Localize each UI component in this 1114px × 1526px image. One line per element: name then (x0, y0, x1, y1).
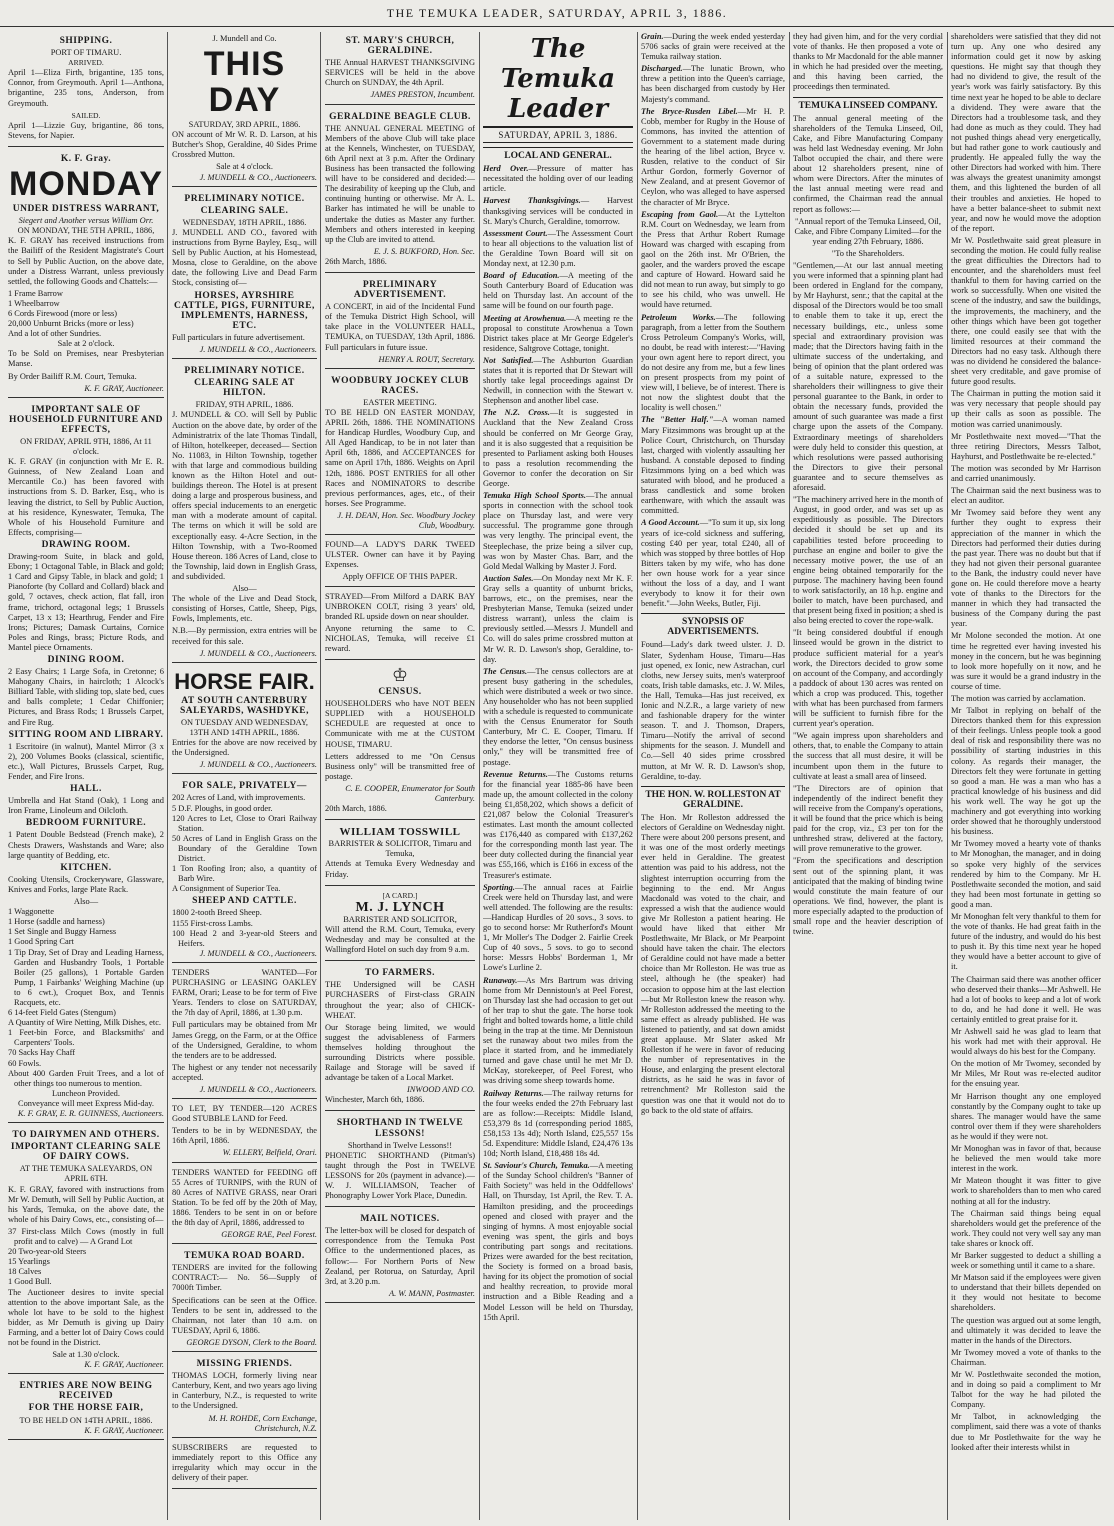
dairy-yards: AT THE TEMUKA SALEYARDS, ON APRIL 6TH. (19, 1164, 153, 1184)
news-item: Harvest Thanksgivings.— Harvest thanksgiving services will be conducted in St. Mary's Church, Geraldine, tomorrow. (483, 196, 633, 226)
farmers-date: Winchester, March 6th, 1886. (325, 1095, 425, 1105)
shorthand-heading: SHORTHAND IN TWELVE LESSONS! (336, 1118, 464, 1139)
port-heading: PORT OF TIMARU. (50, 48, 122, 58)
list-item: 1 Horse (saddle and harness) (8, 917, 105, 927)
news-item: The Bryce-Rusden Libel.—Mr H. P. Cobb, member for Rugby in the House of Commons, has invited the attention of Government to a statement made during the hearing of the libel action, Bryce v. Rusden, relative to the conduct of Sir Arthur Gordon, formerly Governor of New Zealand, and at present Governor of Ceylon, who was alleged to have aspersed the character of Mr Bryce. (641, 106, 785, 207)
news-item: Assessment Court.—The Assessment Court to hear all objections to the valuation list of the Geraldine Town Board will sit on Monday next, at 12.30 p.m. (483, 228, 633, 269)
linseed-body: The annual general meeting of the shareholders of the Temuka Linseed, Oil, Cake, and Fibre Manufacturing Company was held last Wednesday evening. Mr John Talbot occupied the chair, and there were about 12 shareholders present, nine of whom were Directors. After the minutes of the last annual meeting were read and confirmed, the Chairman read the annual report as follows:— (793, 113, 943, 214)
column-6 (793, 32, 943, 1520)
shipping-notice (8, 32, 164, 147)
linseed-heading: TEMUKA LINSEED COMPANY. (793, 97, 943, 111)
report-title: "Annual report of the Temuka Linseed, Oil, Cake, and Fibre Company Limited—for the year ending 27th February, 1886. (794, 216, 942, 246)
jockey-club-ad (325, 372, 475, 535)
lynch-body: Will attend the R.M. Court, Temuka, every Wednesday and may be consulted at the Wallingford Hotel on such day from 9 a.m. (325, 924, 475, 955)
oakley-signature: J. MUNDELL & CO., Auctioneers. (199, 1084, 317, 1094)
hilton-heading: PRELIMINARY NOTICE. (184, 366, 305, 377)
hilton-nb: N.B.—By permission, extra entries will be received for this sale. (172, 626, 317, 646)
list-item: 100 Head 2 and 3-year-old Steers and Heifers. (172, 928, 317, 948)
meeting-paragraph: Mr Harrison thought any one employed constantly by the Company ought to take up shares. The manager would have the same control over them if they were shareholders as he would if they were not. (951, 1091, 1101, 1141)
road-body: TENDERS are invited for the following CONTRACT:— No. 56—Supply of 7000ft Timber. (172, 1263, 317, 1293)
rolleston-conclusion: they had given him, and for the very cordial vote of thanks. He then proposed a vote of thanks to Mr Macdonald for the able manner in which he had presided over the meeting, and this having been carried, the proceedings then terminated. (793, 32, 943, 92)
column-5 (641, 32, 785, 1520)
dairy-items (8, 1227, 164, 1288)
kitchen-text: Cooking Utensils, Crockeryware, Glassware, Knives and Forks, large Plate Rack. (8, 874, 164, 894)
harvest-ad (325, 32, 475, 105)
list-item: 120 Acres to Let, Close to Orari Railway Station. (172, 813, 317, 833)
news-item: A Good Account.—"To sum it up, six long years of ice-cold sickness and suffering, costing £40 per year, total £240, all of which was stopped by three bottles of Hop Bitters taken by my wife, who has done her own house work for a year since without the loss of a day, and I want everybody to know it for their own benefit."—John Weeks, Butler, Fiji. (641, 518, 785, 609)
column-rule (479, 32, 480, 1520)
news-item: Auction Sales.—On Monday next Mr K. F. Gray sells a quantity of unburnt bricks, barrows, etc., on the premises, near the Presbyterian Manse, Temuka (seized under distress warrant), unless the claim is previously settled.—Messrs J. Mundell and Co. will do sales prime crossbred mutton at Mr W. R. D. Lawson's shop, Geraldine, to-day. (483, 573, 633, 664)
news-item: St. Saviour's Church, Temuka.—A meeting of the Sunday School children's "Banner of Faith Society" was held in the Oddfellows' Hall, on Thursday, 1st April, the Rev. T. A. Hamilton presiding, and the proceedings opened and closed with prayer and the singing of hymns. A most enjoyable social evening was spent, the girls and boys contributing part songs and recitations. Prizes were awarded for the best recitation, the Society is formed on a broad basis, having for its object the promotion of social and healthy recreation, to provide moral instruction and a Bible Reading and a Model Lesson will be held on Thursday, 15th April. (483, 1161, 633, 1322)
list-item: A Consignment of Superior Tea. (172, 884, 281, 894)
distress-sale-ad (8, 150, 164, 398)
news-item: Temuka High School Sports.—The annual sports in connection with the school took place on Thursday last, and were very successful. The programme gone through was very lengthy. The principal event, the Steeplechase, the prize being a silver cup, was won by Master Chas. Barr, and the Gold Medal Walking by Master J. Ford. (483, 491, 633, 571)
stubble-let-ad (172, 1102, 317, 1162)
list-item: 1 Frame Barrow (8, 288, 63, 298)
sitting-room-heading: SITTING ROOM AND LIBRARY. (8, 729, 164, 740)
mail-heading: MAIL NOTICES. (360, 1214, 440, 1225)
lynch-subheading: BARRISTER AND SOLICITOR, (343, 914, 457, 924)
list-item: 6 Cords Firewood (more or less) (8, 308, 118, 318)
jockey-signature: J. H. DEAN, Hon. Sec. Woodbury Jockey Club, Woodbury. (337, 510, 475, 531)
jockey-heading: WOODBURY JOCKEY CLUB RACES. (331, 375, 469, 396)
list-item: 15 Yearlings (8, 1257, 50, 1267)
found-body: FOUND—A LADY'S DARK TWEED ULSTER. Owner can have it by Paying Expenses. (325, 540, 475, 570)
local-general-heading: LOCAL AND GENERAL. (483, 147, 633, 161)
list-item: 1 Feet-bin Force, and Blacksmiths' and Carpenters' Tools. (8, 1028, 164, 1048)
household-date: ON FRIDAY, APRIL 9TH, 1886, At 11 o'clock. (20, 437, 152, 457)
entries-ad (8, 1377, 164, 1439)
list-item: 1 Tip Dray, Set of Dray and Leading Harness, Garden and Husbandry Tools, 1 Portable Boiler (25 gallons), 1 Portable Garden Pump, 1 Fairbanks' Weighing Machine (up to 6 cwt.), Croquet Box, and Tennis Racquets, etc. (8, 947, 164, 1007)
list-item: 1 Wheelbarrow (8, 298, 60, 308)
synopsis-body: Found—Lady's dark tweed ulster. J. D. Slater, Sydenham House, Timaru—Has just opened, ex Ionic, new Astrachan, curl cloths, new Jersey suits, men's waterproof coats, Irish table damasks, etc. J. W. Miles, the Hall, Temuka—Has just received, ex Ionic and N.Z.R., a large variety of new and fashionable drapery for the winter season. T. and J. Thomson, Drapers, Timaru—Notify the arrival of second shipments for the season. J. Mundell and Co.—Sell 40 sides prime crossbred mutton, at Mr W. R. D. Lawson's shop, Geraldine, to-day. (641, 640, 785, 781)
meeting-paragraph: The motion was carried by acclamation. (951, 694, 1086, 703)
meeting-paragraph: Mr Monoghan was in favor of that, because he believed the men would take more interest in the work. (951, 1144, 1101, 1174)
issue-dateline: SATURDAY, APRIL 3, 1886. (483, 126, 633, 143)
beagle-body: THE ANNUAL GENERAL MEETING of Members of the above Club will take place at the Kennels, Winchester, on TUESDAY, 6th April next at 3 p.m. After the Ordinary Business has been transacted the following will have to be considered and decided:—The desirability of keeping up the Club, and continuing hunting or otherwise. Mr A. L. Barker has intimated he will be unable to undertake the duties as Master any further. Members and others interested in keeping up the Club are invited to attend. (325, 123, 475, 244)
subscribers-notice (172, 1441, 317, 1489)
household-body: K. F. GRAY (in conjunction with Mr E. R. Guinness, of New Zealand Loan and Mercantile Co.) has been favored with instructions from S. D. Barker, Esq., who is leaving the district, to Sell by Public Auction, at his residence, Kyneswater, Temuka, The Whole of his Household Furniture and Effects, comprising— (8, 457, 164, 537)
column-7 (951, 32, 1101, 1520)
beagle-date: 26th March, 1886. (325, 256, 387, 266)
sailed-text: April 1—Lizzie Guy, brigantine, 86 tons, Stevens, for Napier. (8, 120, 164, 140)
dining-room-text: 2 Easy Chairs; 1 Large Sofa, in Cretonne; 6 Mahogany Chairs, in haircloth; 1 Alcock's Billiard Table, with sliding top, slate bed, cues and balls complete; 1 Cedar Chiffonier; Pictures, and Brass Rods; 1 Brussels Carpet, and Fire Rug. (8, 667, 164, 727)
this-day-body: ON account of Mr W. R. D. Larson, at his Butcher's Shop, Geraldine, 40 Sides Prime Crossbred Mutton. (172, 130, 317, 160)
list-item: About 400 Garden Fruit Trees, and a lot of other things too numerous to mention. (8, 1068, 164, 1088)
kitchen-heading: KITCHEN. (60, 862, 112, 873)
missing-friends-ad (172, 1355, 317, 1438)
census-signature: C. E. COOPER, Enumerator for South Canterbury. (345, 783, 475, 803)
this-day-heading: THIS DAY (203, 45, 286, 120)
report-paragraph: "We again impress upon shareholders and others, that, to enable the Company to attain the success that all must desire, it will be incumbent upon them in the future to cultivate at least a small area of linseed. (793, 731, 943, 781)
jockey-subheading: EASTER MEETING. (363, 397, 437, 407)
clearing-sale-ad (172, 190, 317, 359)
found-ad (325, 538, 475, 586)
meeting-paragraph: Mr W. Postlethwaite seconded the motion, and in doing so paid a compliment to Mr Talbot for the way he had piloted the Company. (951, 1370, 1101, 1410)
newspaper-title: The Temuka Leader (500, 34, 616, 124)
hilton-body: J. MUNDELL & CO. will Sell by Public Auction on the above date, by order of the Administratrix of the late Thomas Tindall, of Hilton, hotelkeeper, deceased— Section No. 11083, in Hilton Township, together with that large and commodious building known as the Hilton Hotel and out-buildings thereon. The Hotel is at present doing a large and prosperous business, and offers special inducements to an energetic man with a moderate amount of capital. The terms on which it will be sold are exceptionally easy. 4-Acre Section, in the Hilton Township, with a Two-Roomed House thereon. 186 Acres of Land, close to the Township, laid down in English Grass, and subdivided. (172, 410, 317, 581)
report-paragraph: "The Directors are of opinion that independently of the indirect benefit they will receive from the Company's operations, it will be found that the price which is being paid for the crop, viz., £3 per ton for the unthreshed straw, delivered at the factory, will prove remunerative to the grower. (793, 783, 943, 854)
oakley-note: Full particulars may be obtained from Mr James Gregg, on the Farm, or at the Office of the Undersigned, Geraldine, to whom the tenders are to be addressed. (172, 1020, 317, 1060)
news-item: Grain.—During the week ended yesterday 5706 sacks of grain were received at the Temuka railway station. (641, 32, 785, 62)
meeting-paragraph: Mr Postlethwaite next moved—"That the three retiring Directors, Messrs Talbot, Hayhurst, and Postlethwaite be re-elected." (951, 431, 1101, 461)
clearing-signature: J. MUNDELL & CO., Auctioneers. (199, 344, 317, 354)
distress-subheading: UNDER DISTRESS WARRANT, (12, 204, 160, 215)
column-rule (789, 32, 790, 1520)
jockey-body: TO BE HELD ON EASTER MONDAY, APRIL 26th, 1886. THE NOMINATIONS for Handicap Hurdles, Woodbury Cup, and All Aged Handicap, to be in not later than April 6th, 1886, and ACCEPTANCES for same on April 17th, 1886. Weights on April 12th, 1886. POST ENTRIES for all other Races and NOMINATORS to describe previous performances, ages, etc., of their horses. See Programme. (325, 408, 475, 508)
turnips-ad (172, 1166, 317, 1245)
hilton-sale-ad (172, 362, 317, 663)
list-item: 18 Calves (8, 1267, 42, 1277)
harvest-heading: ST. MARY'S CHURCH, GERALDINE. (345, 36, 455, 57)
farmers-body: THE Undersigned will be CASH PURCHASERS of First-class GRAIN throughout the year; also of CHICK-WHEAT. (325, 980, 475, 1020)
harvest-signature: JAMES PRESTON, Incumbent. (370, 90, 475, 100)
distress-parties: Siegert and Another versus William Orr. (18, 216, 154, 226)
this-day-sale: Sale at 4 o'clock. (216, 162, 273, 172)
sailed-heading: SAILED. (71, 110, 101, 120)
meeting-paragraph: Mr Molone seconded the motion. At one time he regretted ever having invested his money in the concern, but he was beginning to look more hopefully on it now, and he was sure it would be a grand industry in the course of time. (951, 631, 1101, 691)
this-day-date: SATURDAY, 3RD APRIL, 1886. (188, 120, 301, 130)
list-item: 1 Ton Roofing Iron; also, a quantity of Barb Wire. (172, 864, 317, 884)
report-paragraph: "Gentlemen,—At our last annual meeting you were informed that a spinning plant had been ordered in England for the company, by Mr Hayhurst, senr.; that the capital at the disposal of the Directors would be too small to enable them to take it up, erect the necessary buildings, etc., unless some special and extraordinary provision was made; that the Directors having faith in the ultimate success of the undertaking, and being of opinion that the plant ordered was of a suitable nature, expressed to the shareholders their willingness to give their personal guarantee to the Bank, in order to obtain the necessary funds, provided the amount of such guarantee was made a first charge upon the assets of the Company. Extraordinary meetings of shareholders were duly held to consider this question, at which resolutions were passed authorising the Directors to give their personal guarantee and to secure themselves as aforesaid. (793, 260, 943, 493)
strayed-body: STRAYED—From Milford a DARK BAY UNBROKEN COLT, rising 3 years' old, branded RL upside down on near shoulder. (325, 591, 475, 621)
news-item: Revenue Returns.—The Customs returns for the financial year 1885-86 have been made up, the amount collected in the colony being £1,858,202, which shows a deficit of £21,087 below the Colonial Treasurer's estimates. Last month the amount collected was £176,440 as compared with £137,262 for the corresponding month last year. The beer duty collected during the financial year was £55,166, which is £166 in excess of the Treasurer's estimate. (483, 769, 633, 880)
horse-fair-heading: HORSE FAIR. (174, 668, 315, 694)
distress-signature: K. F. GRAY, Auctioneer. (84, 383, 164, 393)
meeting-paragraph: The question was argued out at some length, and ultimately it was decided to leave the matter in the hands of the Directors. (951, 1315, 1101, 1345)
distress-sold: To be Sold on Premises, near Presbyterian Manse. (8, 349, 164, 369)
news-item: Not Satisfied.—The Ashburton Guardian states that it is reported that Dr Stewart will shortly take legal proceedings against Dr Nedwill, in connection with the Stewart v. Stephenson and another libel case. (483, 355, 633, 406)
private-sale-ad (172, 777, 317, 963)
report-salutation: "To the Shareholders. (831, 248, 905, 258)
meeting-paragraph: Mr Ashwell said he was glad to learn that his work had met with their approval. He would always do his best for the Company. (951, 1027, 1101, 1057)
clearing-body: J. MUNDELL AND CO., favored with instructions from Byrne Bayley, Esq., will Sell by Public Auction, at his Homestead, Mosna, close to Geraldine, on the above date, the following Live and Dead Farm Stock, consisting of— (172, 227, 317, 288)
household-sale-ad (8, 401, 164, 1123)
census-date: 20th March, 1886. (325, 804, 387, 814)
clearing-items: HORSES, AYRSHIRE CATTLE, PIGS, FURNITURE, IMPLEMENTS, HARNESS, ETC. (174, 290, 315, 331)
oakley-body: TENDERS WANTED—For PURCHASING or LEASING OAKLEY FARM, Orari; Lease to be for term of Five Years. Tenders to close on SATURDAY, the 7th day of April, 1886, at 1.30 p.m. (172, 967, 317, 1018)
tosswill-card (325, 823, 475, 885)
list-item: 1 Set Single and Buggy Harness (8, 927, 117, 937)
sheep-items (172, 908, 317, 948)
horse-fair-body: Entries for the above are now received by the Undersigned. (172, 738, 317, 758)
mundell-header: J. Mundell and Co. (212, 34, 277, 43)
synopsis-heading: SYNOPSIS OF ADVERTISEMENTS. (641, 613, 785, 637)
dairy-sale-time: Sale at 1.30 o'clock. (52, 1350, 120, 1360)
drawing-room-text: Drawing-room Suite, in black and gold, Ebony; 1 Octagonal Table, in Black and gold; 1 Card and Gipsy Table, in black and gold; 1 Pianoforte (by Collard and Collard) black and gold, 7 octaves, check action, flat fall, iron frame, trichord, octagonal legs; 1 Brussels Carpet, 13 x 13; Hearthrug, Fender and Fire Irons; Pictures; Damask Curtains, Cornice Poles and Rings, brass; Picture Rods, and Mantel piece Ornaments. (8, 552, 164, 652)
list-item: 20 Two-year-old Steers (8, 1247, 87, 1257)
entries-signature: K. F. GRAY, Auctioneer. (84, 1425, 164, 1435)
concert-ad (325, 276, 475, 369)
news-item: Board of Education.—A meeting of the South Canterbury Board of Education was held on Thursday last. An account of the same will be found on our fourth page. (483, 271, 633, 311)
auctioneer-name: K. F. Gray. (60, 153, 112, 164)
missing-signature: M. H. ROHDE, Corn Exchange, Christchurch, N.Z. (208, 1413, 317, 1433)
news-item: The Census.—The census collectors are at present busy gathering in the schedules, which were distributed a week or two since. Any householder who has not been supplied with a schedule is requested to communicate with the Census Enumerator for South Canterbury, Mr C. E. Cooper, Timaru. If they endorse the letter, "On census business only," they will be transmitted free of postage. (483, 666, 633, 767)
horse-fair-subheading: AT SOUTH CANTERBURY SALEYARDS, WASHDYKE, (179, 695, 310, 716)
stubble-body: TO LET, BY TENDER—120 ACRES Good STUBBLE LAND for Feed. (172, 1104, 317, 1124)
stubble-signature: W. ELLERY, Belfield, Orari. (222, 1148, 317, 1158)
news-item: Escaping from Gaol.—At the Lyttelton R.M. Court on Wednesday, we learn from the Press that Arthur Robert Rumage Howard was charged with escaping from gaol on the 26th inst. Mr O'Brien, the gaoler, and the warders proved the escape and capture of Howard. Howard said he did not mean to run away, but simply to go to see his child, who was unwell. He would have returned. (641, 209, 785, 310)
dining-room-heading: DINING ROOM. (47, 654, 125, 665)
list-item: 70 Sacks Hay Chaff (8, 1048, 76, 1058)
list-item: 1 Waggonette (8, 907, 54, 917)
column-1 (8, 32, 164, 1520)
meeting-paragraph: Mr Talbot in replying on behalf of the Directors thanked them for this expression of their feelings. Unless people took a good deal of risk and responsibility there was no possibility of starting industries in this colony. As regards their manager, the Directors felt they were fortunate in getting so good a man. He was a man who has a practical knowledge of his business and did his work well. The way he got up the machinery and got everything into working order showed that he thoroughly understood his business. (951, 706, 1101, 837)
list-item: 5 D.F. Ploughs, in good order. (172, 803, 273, 813)
entries-subheading: FOR THE HORSE FAIR, (28, 1403, 144, 1414)
meeting-paragraph: Mr Monoghan felt very thankful to them for the vote of thanks. He had great faith in the future of the industry, and would do his best to push it. By this time next year he hoped they would have a better account to give of it. (951, 911, 1101, 972)
beagle-signature: E. J. S. BUKFORD, Hon. Sec. (373, 246, 475, 256)
list-item: A Quantity of Wire Netting, Milk Dishes, etc. (8, 1018, 162, 1028)
meeting-paragraph: Mr Matson said if the employees were given to understand that their billets depended on it they would not hesitate to become shareholders. (951, 1273, 1101, 1313)
farmers-ad (325, 964, 475, 1111)
private-items (172, 793, 317, 894)
distress-body: K. F. GRAY has received instructions from the Bailiff of the Resident Magistrate's Court to Sell by Public Auction, on the above date, under a Distress Warrant, unless previously settled, the following Goods and Chattels:— (8, 236, 164, 286)
shorthand-body: PHONETIC SHORTHAND (Pitman's) taught through the Post in TWELVE LESSONS for 20s (payment in advance).—W. J. WILLIAMSON, Teacher of Phonography Lower York Place, Dunedin. (325, 1150, 475, 1201)
missing-body: THOMAS LOCH, formerly living near Canterbury, Kent, and two years ago living in Canterbury, N.Z., is requested to write to the Undersigned. (172, 1371, 317, 1411)
list-item: 50 Acres of Land in English Grass on the Boundary of the Geraldine Town District. (172, 833, 317, 863)
list-item: 60 Fowls. (8, 1058, 42, 1068)
conveyance-note: Conveyance will meet Express Mid-day. (18, 1098, 154, 1108)
clearing-note: Full particulars in future advertisement. (172, 332, 305, 342)
distress-sale-time: Sale at 2 o'clock. (57, 339, 115, 349)
royal-arms-icon: ♔ (391, 665, 409, 686)
concert-heading: PRELIMINARY ADVERTISEMENT. (353, 279, 447, 301)
beagle-club-ad (325, 108, 475, 273)
farmers-note: Our Storage being limited, we would suggest the advisableness of Farmers themselves holding throughout the surrounding Districts where possible. Railage and Storage will be saved if advantage be taken of a Local Market. (325, 1022, 475, 1083)
meeting-paragraph: Mr W. Postlethwaite said great pleasure in seconding the motion. He could fully realise the great difficulties the Directors had to encounter, and the shareholders must feel thankful to them for having carried on the work so successfully. When one visited the scene of the industry, and saw the buildings, the improvements, the machinery, and the other things which have been got together there, one could easily see that with the limited resources at their command the Directors had no easy task. Although there was no dividend he considered the balance-sheet very creditable, and gave promise of future good results. (951, 235, 1101, 387)
arrived-text: April 1—Eliza Firth, brigantine, 135 tons, Connor, from Greymouth. April 1—Anthona, brigantine, 235 tons, Anderson, from Greymouth. (8, 68, 164, 108)
census-body: HOUSEHOLDERS who have NOT BEEN SUPPLIED with a HOUSEHOLD SCHEDULE are requested at once to Communicate with me at the CUSTOM HOUSE, TIMARU. (325, 699, 475, 749)
list-item: 202 Acres of Land, with improvements. (172, 793, 306, 803)
dairy-subheading: IMPORTANT CLEARING SALE OF DAIRY COWS. (10, 1142, 162, 1163)
list-item: 1 Good Bull. (8, 1277, 52, 1287)
news-item: Petroleum Works.—The following paragraph, from a letter from the Southern Cross Petroleum Company's Works, will, no doubt, be read with interest:—"Having your own agent here to report direct, you do not desire any from me, but a few lines on present prospects from my point of view will, I believe, be of interest. There is not now the slightest doubt that the locality is well chosen." (641, 312, 785, 413)
sheep-heading: SHEEP AND CATTLE. (192, 896, 297, 907)
list-item: 37 First-class Milch Cows (mostly in full profit and to calve) — A Grand Lot (8, 1226, 164, 1247)
this-day-ad (172, 32, 317, 187)
meeting-paragraph: Mr Twomey moved a hearty vote of thanks to Mr Monoghan, the manager, and in doing so spoke very highly of the services rendered by him to the Company. Mr H. Postlethwaite seconded the motion, and said they had been most fortunate in getting so good a man. (951, 839, 1101, 909)
dairy-sale-ad (8, 1126, 164, 1374)
news-item: Railway Returns.—The railway returns for the four weeks ended the 27th February last are as follow:—Receipts: Middle Island, £53,379 8s 1d (corresponding period 1885, £58,153 13s 4d); North Island, £25,557 15s 5d. Expenditure: Middle Island, £24,476 13s 10d; North Island, £18,488 18s 4d. (483, 1088, 633, 1159)
list-item: 1155 First-cross Lambs. (172, 918, 253, 928)
private-heading: FOR SALE, PRIVATELY— (182, 781, 307, 792)
entries-date: TO BE HELD ON 14TH APRIL, 1886. (19, 1415, 153, 1425)
column-2 (172, 32, 317, 1520)
distress-items (8, 289, 164, 339)
hilton-also: Also— (232, 584, 257, 594)
household-heading: IMPORTANT SALE OF HOUSEHOLD FURNITURE AND EFFECTS, (8, 404, 164, 435)
turnips-body: TENDERS WANTED for FEEDING off 55 Acres of TURNIPS, with the RUN of 80 Acres of NATIVE GRASS, near Orari Station. To be fed off by the 20th of May, 1886. Tenders to be sent in on or before the 8th day of April, 1886, addressed to (172, 1167, 317, 1227)
column-rule (320, 32, 321, 1520)
strayed-ad (325, 590, 475, 661)
bedroom-text: 1 Patent Double Bedstead (French make), 2 Chests Drawers, Washstands and Ware; also large quantity of Bedding, etc. (8, 830, 164, 860)
subscribers-body: SUBSCRIBERS are requested to immediately report to this Office any irregularity which may occur in the delivery of their paper. (172, 1442, 317, 1482)
dairy-body: K. F. GRAY, favored with instructions from Mr W. Demuth, will Sell by Public Auction, at his Yards, Temuka, on the above date, the whole of his Dairy Cows, etc., consisting of— (8, 1184, 164, 1224)
harvest-body: THE Annual HARVEST THANKSGIVING SERVICES will be held in the above Church on SUNDAY, the 4th April. (325, 58, 475, 88)
news-item: Sporting.—The annual races at Fairlie Creek were held on Thursday last, and were well attended. The following are the results:—Handicap Hurdles of 20 sovs., 3 sovs. to go to second horse: Mr Rutherford's Mount 1, Mr Moller's The Dodger 2. Fairlie Creek Cup of 40 sovs., 5 sovs. to go to second horse: Messrs Hobbs' Borderman 1, Mr Lowe's Lurline 2. (483, 882, 633, 973)
hilton-also-text: The whole of the Live and Dead Stock, consisting of Horses, Cattle, Sheep, Pigs, Fowls, Implements, etc. (172, 594, 317, 624)
tosswill-heading: WILLIAM TOSSWILL (339, 826, 461, 839)
hilton-date: FRIDAY, 9TH APRIL, 1886. (195, 400, 294, 410)
rolleston-heading: THE HON. W. ROLLESTON AT GERALDINE. (641, 786, 785, 810)
list-item: 6 14-feet Field Gates (Stengum) (8, 1008, 116, 1018)
report-paragraph: "It being considered doubtful if enough linseed would be grown in the district to produce sufficient material for a year's work, the Directors decided to grow some on account of the Company, and accordingly a paddock of about 130 acres was rented on which a crop was produced. This, together with what has been purchased from farmers will be sufficient to furnish fibre for the current year's operation. (793, 628, 943, 729)
census-note: Letters addressed to me "On Census Business only" will be transmitted free of postage. (325, 751, 475, 781)
dairy-note: The Auctioneer desires to invite special attention to the above important Sale, as the whole lot have to be sold to the highest bidder, as Mr Demuth is giving up Dairy Farming, and a better lot of Dairy Cows could not be found in the District. (8, 1287, 164, 1347)
lynch-heading: M. J. LYNCH (355, 899, 445, 915)
oakley-note2: The highest or any tender not necessarily accepted. (172, 1062, 317, 1082)
distress-order: By Order Bailiff R.M. Court, Temuka. (8, 371, 137, 381)
mail-signature: A. W. MANN, Postmaster. (388, 1288, 475, 1298)
also-items (8, 907, 164, 1089)
bedroom-heading: BEDROOM FURNITURE. (25, 818, 147, 829)
also-heading: Also— (73, 897, 99, 907)
news-item: Runaway.—As Mrs Bartrum was driving home from Mr Dennistoun's at Peel Forest, on Thursday last she had occasion to get out of her trap to shut the gate. The horse took fright and bolted towards home, a little child being in the trap at the time. Mr Dennistoun set the runaway about two miles from the place it started from, and he immediately turned and gave chase until he met Mr D. McKay, storekeeper, of Peel Forest, who was driving some sheep towards home. (483, 975, 633, 1086)
monday-heading: MONDAY (9, 165, 163, 204)
masthead: THE TEMUKA LEADER, SATURDAY, APRIL 3, 1886. (0, 0, 1114, 27)
lynch-card (325, 889, 475, 962)
road-note: Specifications can be seen at the Office. Tenders to be sent in, addressed to the Chairman, not later than 10 a.m. on TUESDAY, April 6, 1886. (172, 1295, 317, 1335)
news-item: Discharged.—The lunatic Brown, who threw a petition into the Queen's carriage, has been discharged from custody by Her Majesty's command. (641, 64, 785, 104)
column-rule (167, 32, 168, 1520)
hall-heading: HALL. (70, 784, 102, 795)
turnips-signature: GEORGE RAE, Peel Forest. (221, 1230, 317, 1240)
arrived-heading: ARRIVED. (68, 58, 104, 68)
list-item: And a lot of other Sundries. (8, 329, 102, 339)
distress-date: ON MONDAY, THE 5TH APRIL, 1886, (17, 226, 155, 236)
shorthand-ad (325, 1114, 475, 1207)
meeting-paragraph: Mr Twomey moved a vote of thanks to the Chairman. (951, 1347, 1101, 1367)
meeting-paragraph: shareholders were satisfied that they did not turn up. Any one who desired any information could get it now by asking questions. He might say that though they had no dividend to give, the result of the year's work was fairly satisfactory. By this time next year he hoped to be able to declare a dividend. They were aware that the Directors had a troublesome task, and they had done as much as they could. They had not pushed things ahead very energetically, but had rather gone to work cautiously and prudently. He appealed fully the way the other Directors had worked with him. There was always the greatest unanimity amongst them, and this lightened the burden of all their troubles and anxieties. He hoped to have a better balance-sheet to submit next year, and now he would move the adoption of the report. (951, 32, 1101, 233)
luncheon-note: Luncheon Provided. (52, 1088, 120, 1098)
horse-fair-signature: J. MUNDELL & CO., Auctioneers. (199, 760, 317, 770)
road-board-ad (172, 1247, 317, 1352)
entries-heading: ENTRIES ARE NOW BEING RECEIVED (19, 1381, 153, 1402)
census-ad (325, 663, 475, 820)
road-heading: TEMUKA ROAD BOARD. (184, 1251, 305, 1262)
news-item: The N.Z. Cross.—It is suggested in Auckland that the New Zealand Cross should be conferred on Mr George Gray, and it is also suggested that a requisition be presented to Parliament asking both Houses to pass a resolution recommending the Governor to confer the decoration on Sir George. (483, 408, 633, 488)
rolleston-body: The Hon. Mr Rolleston addressed the electors of Geraldine on Wednesday night. There were about 200 persons present, and it was one of the most orderly meetings ever held in Geraldine. The greatest attention was paid to his address, not the slightest interruption occurring from the beginning to the end. Mr Angus Macdonald was voted to the chair, and expressed a wish that the audience would give Mr Rolleston a patient hearing. He would have liked that either Mr Postlethwaite, Mr Black, or Mr Pearpoint should have taken the chair. The electors of Geraldine could not have made a better choice than Mr Rolleston. He was true as steel, although he (the speaker) had occasion to oppose him at the last election—but Mr Rolleston knew the reason why. Mr Rolleston addressed the meeting to the same effect as already published. He was listened to patiently, and sat down amidst great applause. Mr Slater asked Mr Rolleston if he were in favor of reducing the number of representatives in the House, and enlarging the present electoral districts, as he said he was in favor of retrenchment? Mr Rolleston said the question was one that it would not do to go back to the old state of affairs. (641, 812, 785, 1115)
hilton-signature: J. MUNDELL & CO., Auctioneers. (199, 648, 317, 658)
column-4 (483, 32, 633, 1520)
meeting-paragraph: Mr Mateon thought it was fitter to give work to shareholders than to men who cared nothing at all for the industry. (951, 1176, 1101, 1206)
tosswill-body: Attends at Temuka Every Wednesday and Friday. (325, 859, 475, 879)
tosswill-subheading: BARRISTER & SOLICITOR, Timaru and Temuka, (328, 839, 472, 859)
missing-heading: MISSING FRIENDS. (196, 1359, 293, 1370)
sheep-signature: J. MUNDELL & CO., Auctioneers. (199, 948, 317, 958)
column-rule (637, 32, 638, 1520)
meeting-paragraph: The motion was seconded by Mr Harrison and carried unanimously. (951, 463, 1101, 484)
shorthand-subheading: Shorthand in Twelve Lessons!! (347, 1140, 453, 1150)
horse-fair-date: ON TUESDAY AND WEDNESDAY, 13TH AND 14TH APRIL, 1886. (180, 717, 309, 737)
dairy-signature: K. F. GRAY, Auctioneer. (84, 1360, 164, 1370)
road-signature: GEORGE DYSON, Clerk to the Board. (186, 1337, 317, 1347)
this-day-signature: J. MUNDELL & CO., Auctioneers. (199, 172, 317, 182)
clearing-heading: CLEARING SALE. (200, 205, 289, 216)
meeting-paragraph: Mr Barker suggested to deduct a shilling a week or something until it came to a share. (951, 1250, 1101, 1271)
farmers-signature: INWOOD AND CO. (406, 1085, 475, 1095)
horse-fair-ad (172, 666, 317, 775)
news-item: Meeting at Arowhenua.—A meeting re the proposal to constitute Arowhenua a Town District takes place at Mr George Edgeler's residence, Saltgrove Cottage, tonight. (483, 313, 633, 353)
beagle-heading: GERALDINE BEAGLE CLUB. (329, 111, 471, 122)
column-rule (947, 32, 948, 1520)
report-paragraph: "The machinery arrived here in the month of August, in good order, and was set up as expeditiously as possible. The Directors decided it should be set up and its capabilities tested before proceeding to purchase an engine and boiler to give the necessary motive power, the use of an engine being obtained temporarily for the purpose. The machinery having been found to work satisfactorily, an 18 h.p. engine and boiler to match, have been purchased, and that present being fixed in position; a shed is also being erected to cover the rope-walk. (793, 495, 943, 626)
news-item: Herd Over.—Pressure of matter has necessitated the holding over of our leading article. (483, 164, 633, 194)
list-item: 1 Good Spring Cart (8, 937, 74, 947)
sitting-room-text: 1 Escritoire (in walnut), Mantel Mirror (3 x 2), 200 Volumes Books (classical, scientific, etc.), Wall Pictures, Brussels Carpet, Rug, Fender, and Fire Irons. (8, 741, 164, 781)
household-signature: K. F. GRAY, E. R. GUINNESS, Auctioneers. (17, 1109, 164, 1118)
meeting-paragraph: The Chairman said there was another officer who deserved their thanks—Mr Ashwell. He had a lot of books to keep and a lot of work to do, and he had done it well. He was certainly entitled to great praise for it. (951, 974, 1101, 1024)
drawing-room-heading: DRAWING ROOM. (41, 539, 131, 550)
prelim-heading: PRELIMINARY NOTICE. (184, 193, 305, 204)
mail-body: The letter-box will be closed for despatch of correspondence from the Temuka Post Office to the undermentioned places, as follow:— For Northern Ports of New Zealand, per Rotorua, on Saturday, April 3rd, at 3.20 p.m. (325, 1226, 475, 1286)
census-heading: CENSUS. (378, 687, 422, 698)
strayed-note: Anyone returning the same to C. NICHOLAS, Temuka, will receive £1 reward. (325, 623, 475, 653)
stubble-note: Tenders to be in by WEDNESDAY, the 16th April, 1886. (172, 1126, 317, 1146)
found-apply: Apply OFFICE OF THIS PAPER. (342, 572, 458, 582)
meeting-paragraph: The Chairman said the next business was to elect an auditor. (951, 486, 1101, 506)
news-item: The "Better Half."—A woman named Mary Fitzsimmons was brought up at the Police Court, Christchurch, on Thursday last, charged with violently assaulting her husband. A constable deposed to finding Fitzsimmons lying on a bed which was saturated with blood, and he produced a brass candlestick and some broken earthenware, with which the assault was committed. (641, 415, 785, 516)
oakley-tenders-ad (172, 966, 317, 1099)
meeting-paragraph: Mr Twomey said before they went any further they ought to express their appreciation of the manner in which the Directors had performed their duties during the past year. There was no doubt but that if they had not given their personal guarantee to the Bank, the industry could never have gone on. He could therefore move a hearty vote of thanks to the Directors for the manner in which they had transacted the business of the Company during the past year. (951, 508, 1101, 629)
farmers-heading: TO FARMERS. (364, 968, 436, 979)
meeting-paragraph: The Chairman in putting the motion said it was very necessary that people should pay up their calls as soon as possible. The motion was carried unanimously. (951, 389, 1101, 429)
dairy-heading: TO DAIRYMEN AND OTHERS. (12, 1130, 160, 1141)
lynch-card-label: [A CARD.] (382, 890, 418, 900)
meeting-paragraph: On the motion of Mr Twomey, seconded by Mr Miles, Mr Rout was re-elected auditor for the ensuing year. (951, 1059, 1101, 1089)
meeting-paragraph: Mr Talbot, in acknowledging the compliment, said there was a vote of thanks due to Mr Postlethwaite for the way he looked after their interests whilst in (951, 1412, 1101, 1452)
concert-body: A CONCERT, in aid of the Incidental Fund of the Temuka District High School, will take place in the VOLUNTEER HALL, TEMUKA, on TUESDAY, 13th April, 1886. Full particulars in future issue. (325, 302, 475, 352)
mail-notices (325, 1210, 475, 1303)
meeting-paragraph: The Chairman said things being equal shareholders would get the preference of the work. They could not very well say any man take shares or knock off. (951, 1208, 1101, 1248)
report-paragraph: "From the specifications and description sent out of the spinning plant, it was anticipated that the making of binding twine would constitute the main feature of our operations. We find, however, the plant is more especially adapted to the production of small rope and the heavier description of twine. (793, 856, 943, 937)
clearing-date: WEDNESDAY, 18TH APRIL, 1886. (182, 217, 307, 227)
column-3 (325, 32, 475, 1520)
concert-signature: HENRY A. ROUT, Secretary. (378, 354, 475, 364)
hall-text: Umbrella and Hat Stand (Oak), 1 Long and Iron Frame, Linoleum and Oilcloth. (8, 796, 164, 816)
list-item: 1800 2-tooth Breed Sheep. (172, 908, 262, 918)
list-item: 20,000 Unburnt Bricks (more or less) (8, 319, 134, 329)
hilton-subheading: CLEARING SALE AT HILTON. (194, 378, 295, 399)
shipping-heading: SHIPPING. (59, 36, 113, 46)
